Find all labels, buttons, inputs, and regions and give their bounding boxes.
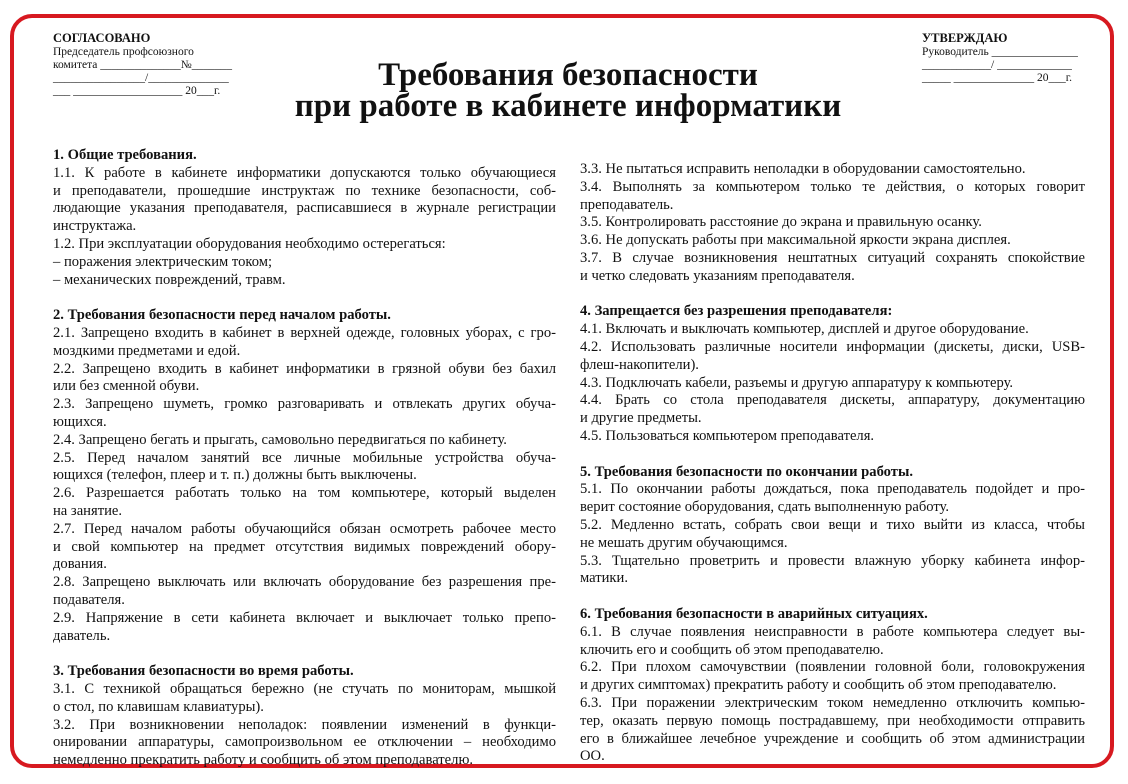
section-heading: 3. Требования безопасности во время работы. [53,663,354,680]
rule-text-line: 5.2. Медленно встать, собрать свои вещи и тихо выйти из класса, чтобы [580,516,1085,533]
rule-text-line: 6.1. В случае появления неисправности в работе компьютера следует вы- [580,623,1085,640]
rule-item [580,214,1085,232]
section-gap [580,286,1085,304]
rule-text-line: 2.7. Перед началом работы обучающийся обязан осмотреть рабочее место [53,520,556,537]
rule-text-line: даватель. [53,627,111,644]
rule-text-line: 4.4. Брать со стола преподавателя дискеты, аппаратуру, документацию [580,392,1085,409]
section [580,161,1085,286]
rule-item [580,250,1085,286]
left-column [53,147,556,770]
section-heading: 4. Запрещается без разрешения преподавателя: [580,303,893,320]
approval-line: ___ ___________________ 20___г. [53,85,221,97]
rule-text-line: тер, оказать первую помощь пострадавшему, при необходимости отправить [580,712,1085,729]
rule-text-line: подавателя. [53,591,125,608]
rule-item [580,624,1085,660]
rule-text-line: 3.2. При возникновении неполадок: появлении изменений в функци- [53,716,556,733]
rule-text-line: или без сменной обуви. [53,378,200,395]
rule-text-line: 3.4. Выполнять за компьютером только те действия, о которых говорит [580,178,1085,195]
confirmation-line: ____________/ _____________ [922,59,1072,71]
rule-item [53,717,556,770]
rule-item [53,236,556,254]
rule-item [580,232,1085,250]
rule-text-line: 2.1. Запрещено входить в кабинет в верхней одежде, головных уборах, с гро- [53,324,556,341]
rule-text-line: и четко следовать указаниям преподавателя. [580,267,855,284]
section [53,663,556,770]
rule-item [580,517,1085,553]
rule-text-line: людающие указания преподавателя, расписавшиеся в журнале регистрации [53,200,556,217]
rule-text-line: – механических повреждений, травм. [53,271,286,288]
rule-text-line: 4.3. Подключать кабели, разъемы и другую аппаратуру к компьютеру. [580,374,1014,391]
rule-text-line: и свой компьютер на предмет отсутствия видимых повреждений обору- [53,538,556,555]
rule-text-line: матики. [580,570,628,587]
rule-text-line: 3.5. Контролировать расстояние до экрана и правильную осанку. [580,214,982,231]
approval-line: ________________/______________ [53,72,229,84]
rule-text-line: онировании аппаратуры, самопроизвольном ее отключении – необходимо [53,734,556,751]
rule-item [580,553,1085,589]
rule-text-line: 1.1. К работе в кабинете информатики допускаются только обучающиеся [53,164,556,181]
rule-item [580,321,1085,339]
confirmation-heading: УТВЕРЖДАЮ [922,31,1008,45]
rule-item [580,179,1085,215]
rule-text-line: преподаватель. [580,196,674,213]
rule-item [53,681,556,717]
confirmation-stamp [922,31,1092,85]
rule-text-line: и преподаватели, прошедшие инструктаж по технике безопасности, соб- [53,182,556,199]
rule-item [53,325,556,361]
rule-item [53,521,556,574]
section [580,606,1085,766]
approval-line: комитета ______________№_______ [53,59,232,71]
rule-text-line: немедленно прекратить работу и сообщить об этом преподавателю. [53,752,473,769]
section-heading: 5. Требования безопасности по окончании работы. [580,463,913,480]
rule-item [580,392,1085,428]
title-line: Требования безопасности [378,57,758,93]
rule-item [53,450,556,486]
rule-text-line: 5.1. По окончании работы дождаться, пока преподаватель подойдет и про- [580,481,1085,498]
rule-text-line: флеш-накопители). [580,356,699,373]
rule-text-line: ОО. [580,748,605,765]
rule-text-line: инструктажа. [53,218,137,235]
section-heading: 1. Общие требования. [53,147,197,163]
right-column [580,161,1085,766]
rule-text-line: 4.1. Включать и выключать компьютер, дисплей и другое оборудование. [580,321,1029,338]
rule-text-line: 2.2. Запрещено входить в кабинет информатики в грязной обуви без бахил [53,360,556,377]
rule-item [580,695,1085,766]
rule-text-line: на занятие. [53,502,123,519]
confirmation-line: _____ ______________ 20___г. [922,72,1073,84]
section-gap [53,645,556,663]
rule-text-line: не мешать другим обучающимся. [580,534,788,551]
rule-text-line: 2.8. Запрещено выключать или включать оборудование без разрешения пре- [53,574,556,591]
rule-item [53,574,556,610]
rule-item [580,481,1085,517]
rule-text-line: 1.2. При эксплуатации оборудования необходимо остерегаться: [53,235,446,252]
section-gap [580,588,1085,606]
rule-text-line: – поражения электрическим током; [53,253,273,270]
section [580,464,1085,589]
section [580,303,1085,445]
rule-text-line: 4.2. Использовать различные носители информации (дискеты, диски, USB- [580,338,1085,355]
section [53,307,556,645]
rule-item [53,485,556,521]
rule-item [53,610,556,646]
rule-text-line: 6.2. При плохом самочувствии (появлении головной боли, головокружения [580,659,1085,676]
rule-text-line: 5.3. Тщательно проветрить и провести влажную уборку кабинета инфор- [580,552,1085,569]
rule-text-line: 2.9. Напряжение в сети кабинета включает и выключает только препо- [53,609,556,626]
section-gap [580,446,1085,464]
rule-text-line: 3.6. Не допускать работы при максимальной яркости экрана дисплея. [580,232,1011,249]
section-heading: 2. Требования безопасности перед началом работы. [53,307,391,324]
rule-item [580,659,1085,695]
rule-text-line: 3.1. С техникой обращаться бережно (не стучать по мониторам, мышкой [53,680,556,697]
rule-text-line: и других симптомах) прекратить работу и сообщить об этом преподавателю. [580,677,1057,694]
rule-text-line: 2.4. Запрещено бегать и прыгать, самовольно передвигаться по кабинету. [53,431,507,448]
rule-item [580,339,1085,375]
rule-item [580,161,1085,179]
rule-text-line: ключить его и сообщить об этом преподавателю. [580,641,884,658]
section-heading: 6. Требования безопасности в аварийных ситуациях. [580,605,928,622]
section-gap [53,289,556,307]
rule-text-line: 2.3. Запрещено шуметь, громко разговаривать и отвлекать других обуча- [53,396,556,413]
rule-text-line: 4.5. Пользоваться компьютером преподавателя. [580,427,875,444]
confirmation-line: Руководитель _______________ [922,46,1078,58]
rule-text-line: дования. [53,556,107,573]
rule-text-line: его в ближайшее лечебное учреждение и сообщить об этом администрации [580,730,1085,747]
rule-text-line: о стол, по клавишам клавиатуры). [53,698,264,715]
rule-item [53,361,556,397]
rule-item [53,165,556,236]
section [53,147,556,289]
page-title [200,57,936,124]
rule-item [53,432,556,450]
rule-item [53,272,556,290]
title-line: при работе в кабинете информатики [294,88,842,124]
rule-text-line: 6.3. При поражении электрическим током немедленно отключить компью- [580,694,1085,711]
rule-text-line: ющихся. [53,413,107,430]
rule-item [580,428,1085,446]
approval-line: Председатель профсоюзного [53,46,194,58]
rule-item [53,254,556,272]
rule-text-line: и другие предметы. [580,410,702,427]
rule-item [580,375,1085,393]
rule-text-line: ющихся (телефон, плеер и т. п.) должны быть выключены. [53,467,417,484]
rule-text-line: 2.6. Разрешается работать только на том компьютере, который выделен [53,485,556,502]
rule-text-line: 2.5. Перед началом занятий все личные мобильные устройства обуча- [53,449,556,466]
approval-heading: СОГЛАСОВАНО [53,31,151,45]
rule-text-line: моздкими предметами и едой. [53,342,241,359]
rule-text-line: 3.7. В случае возникновения нештатных ситуаций сохранять спокойствие [580,249,1085,266]
rule-text-line: 3.3. Не пытаться исправить неполадки в оборудовании самостоятельно. [580,161,1026,177]
rule-text-line: верит состояние оборудования, сдать выполненную работу. [580,499,950,516]
rule-item [53,396,556,432]
